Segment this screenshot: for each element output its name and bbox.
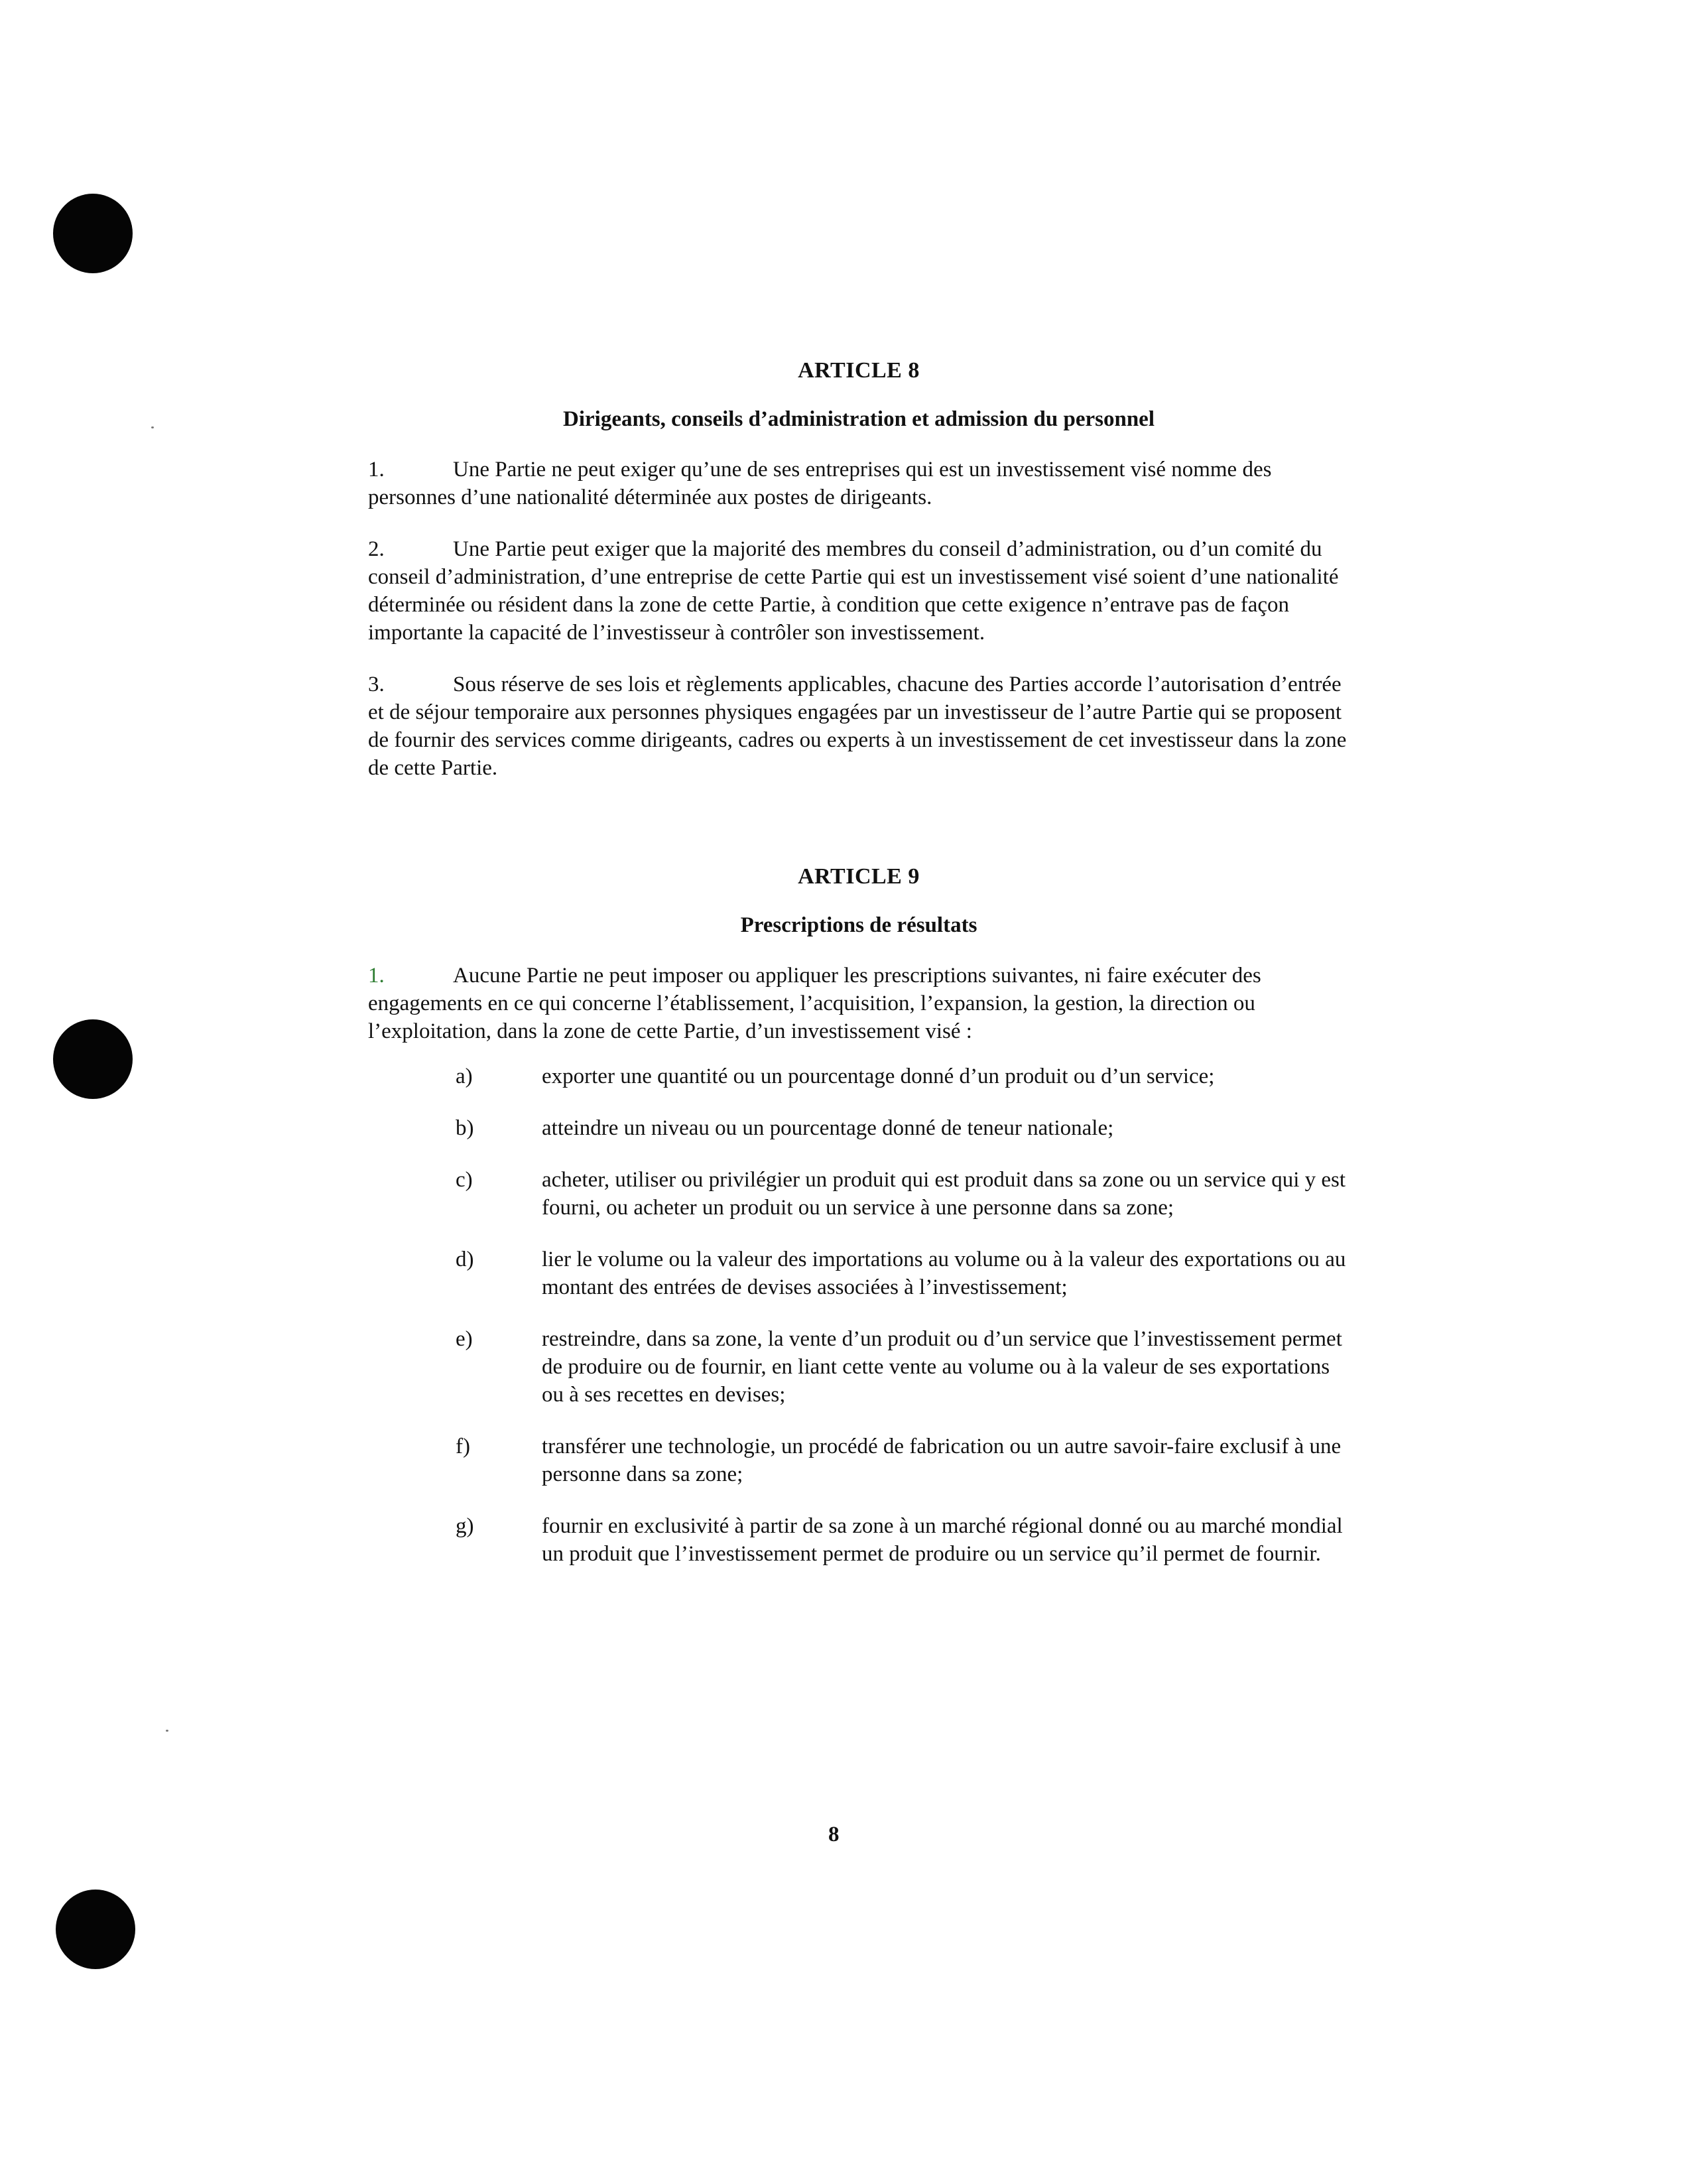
paragraph-number: 3. bbox=[368, 673, 385, 696]
item-text: atteindre un niveau ou un pourcentage donné de teneur nationale; bbox=[542, 1116, 1114, 1140]
paragraph-text: Une Partie ne peut exiger qu’une de ses entreprises qui est un investissement visé nomme des personnes d’une nationalité déterminée aux postes de dirigeants. bbox=[368, 458, 1272, 509]
paragraph-number: 1. bbox=[368, 458, 385, 482]
paragraph-text: Aucune Partie ne peut imposer ou appliquer les prescriptions suivantes, ni faire exécuter des engagements en ce qui concerne l’établissement, l’acquisition, l’expansion, la gestion, la direction ou l’exploitation, dans la zone de cette Partie, d’un investissement visé : bbox=[368, 964, 1261, 1043]
list-item bbox=[368, 1325, 1349, 1409]
article-8 bbox=[368, 358, 1349, 782]
item-letter: g) bbox=[456, 1514, 474, 1538]
paragraph bbox=[368, 671, 1349, 782]
article-subtitle: Dirigeants, conseils d’administration et admission du personnel bbox=[563, 407, 1155, 431]
item-text: transférer une technologie, un procédé de fabrication ou un autre savoir-faire exclusif à une personne dans sa zone; bbox=[542, 1435, 1342, 1486]
scan-speck bbox=[166, 1730, 168, 1732]
item-text: acheter, utiliser ou privilégier un produit qui est produit dans sa zone ou un service qui y est fourni, ou acheter un produit ou un service à une personne dans sa zone; bbox=[542, 1168, 1346, 1220]
paragraph bbox=[368, 535, 1349, 647]
item-list bbox=[368, 1062, 1349, 1568]
item-text: fournir en exclusivité à partir de sa zone à un marché régional donné ou au marché mondial un produit que l’investissement permet de produire ou un service qu’il permet de fournir. bbox=[542, 1514, 1343, 1566]
item-letter: a) bbox=[456, 1064, 473, 1088]
article-9 bbox=[368, 864, 1349, 1568]
punch-hole bbox=[56, 1890, 135, 1969]
document-body bbox=[368, 358, 1349, 1568]
item-letter: b) bbox=[456, 1116, 474, 1140]
item-text: exporter une quantité ou un pourcentage donné d’un produit ou d’un service; bbox=[542, 1064, 1215, 1088]
scan-speck bbox=[151, 426, 154, 428]
item-text: lier le volume ou la valeur des importations au volume ou à la valeur des exportations ou au montant des entrées de devises associées à l’investissement; bbox=[542, 1248, 1346, 1299]
paragraph-number: 1. bbox=[368, 964, 385, 988]
paragraph-number: 2. bbox=[368, 537, 385, 561]
punch-hole bbox=[53, 1019, 133, 1099]
article-subtitle: Prescriptions de résultats bbox=[740, 913, 977, 937]
item-text: restreindre, dans sa zone, la vente d’un produit ou d’un service que l’investissement permet de produire ou de fournir, en liant cette vente au volume ou à la valeur de ses exportations ou à ses recettes en devises; bbox=[542, 1327, 1342, 1407]
list-item bbox=[368, 1166, 1349, 1222]
paragraph bbox=[368, 962, 1349, 1045]
list-item bbox=[368, 1433, 1349, 1488]
article-title: ARTICLE 8 bbox=[798, 358, 920, 383]
list-item bbox=[368, 1246, 1349, 1301]
paragraph-text: Sous réserve de ses lois et règlements applicables, chacune des Parties accorde l’autorisation d’entrée et de séjour temporaire aux personnes physiques engagées par un investisseur de l’autre Partie qui se proposent de fournir des services comme dirigeants, cadres ou experts à un investissement de cet investisseur dans la zone de cette Partie. bbox=[368, 673, 1347, 780]
list-item bbox=[368, 1512, 1349, 1568]
article-title: ARTICLE 9 bbox=[798, 864, 920, 889]
item-letter: e) bbox=[456, 1327, 473, 1351]
list-item bbox=[368, 1062, 1349, 1090]
paragraph-text: Une Partie peut exiger que la majorité des membres du conseil d’administration, ou d’un comité du conseil d’administration, d’une entreprise de cette Partie qui est un investissement visé soient d’une nationalité déterminée ou résident dans la zone de cette Partie, à condition que cette exigence n’entrave pas de façon importante la capacité de l’investisseur à contrôler son investissement. bbox=[368, 537, 1339, 645]
paragraph bbox=[368, 456, 1349, 511]
page-number: 8 bbox=[828, 1823, 840, 1846]
punch-hole bbox=[53, 194, 133, 273]
item-letter: d) bbox=[456, 1248, 474, 1271]
list-item bbox=[368, 1114, 1349, 1142]
item-letter: c) bbox=[456, 1168, 473, 1192]
item-letter: f) bbox=[456, 1435, 470, 1458]
